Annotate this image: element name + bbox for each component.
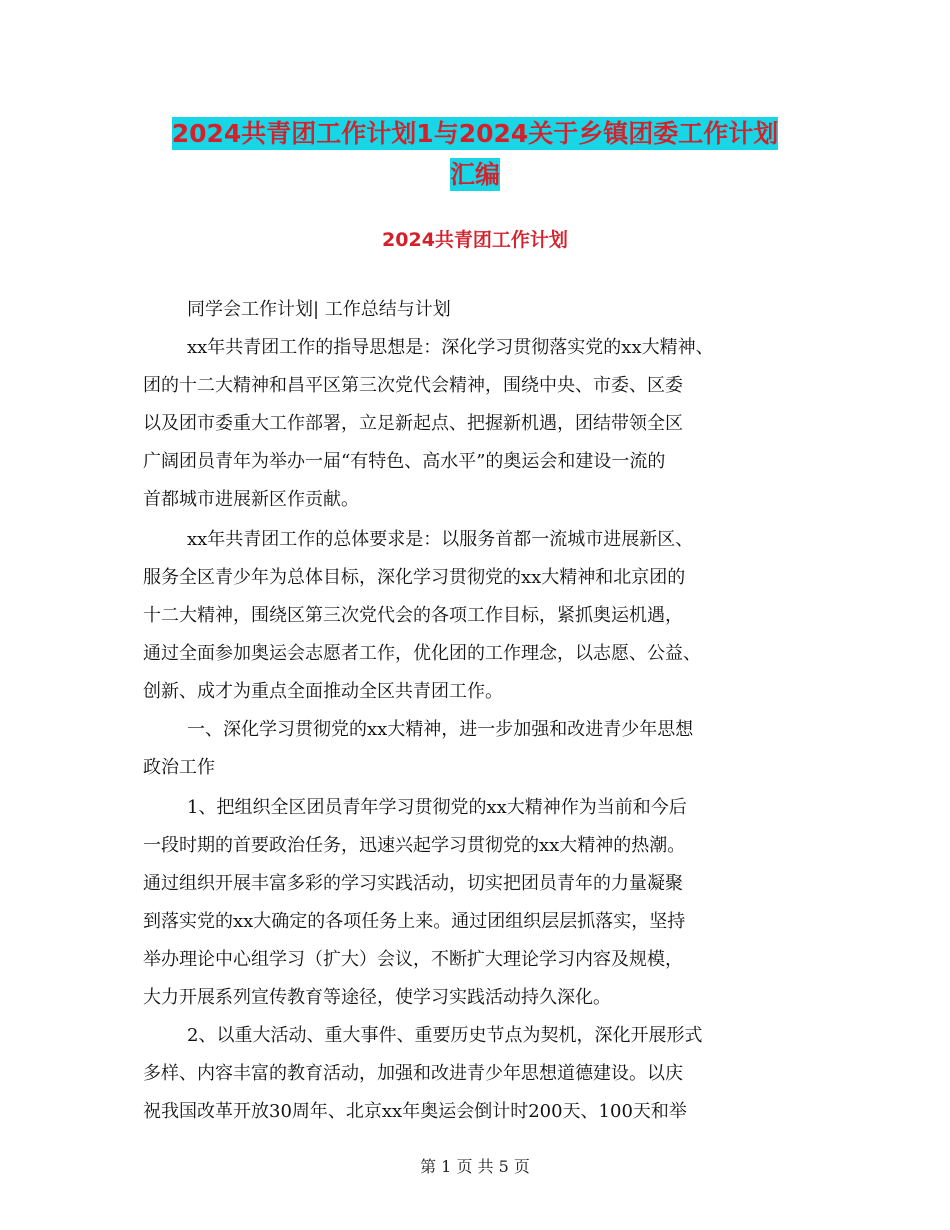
- document-title-line-1: [0, 114, 950, 150]
- body-line: 以及团市委重大工作部署，立足新起点、把握新机遇，团结带领全区: [143, 413, 683, 434]
- body-line: 服务全区青少年为总体目标，深化学习贯彻党的xx大精神和北京团的: [143, 567, 686, 588]
- body-line: 首都城市进展新区作贡献。: [143, 489, 359, 510]
- body-line: 通过全面参加奥运会志愿者工作，优化团的工作理念，以志愿、公益、: [143, 643, 701, 664]
- body-line: 政治工作: [143, 757, 215, 778]
- body-line: xx年共青团工作的指导思想是：深化学习贯彻落实党的xx大精神、: [187, 337, 714, 358]
- body-line: 一、深化学习贯彻党的xx大精神，进一步加强和改进青少年思想: [187, 719, 694, 740]
- body-line: 祝我国改革开放30周年、北京xx年奥运会倒计时200天、100天和举: [143, 1101, 687, 1122]
- body-line: 一段时期的首要政治任务，迅速兴起学习贯彻党的xx大精神的热潮。: [143, 835, 686, 856]
- body-line: 创新、成才为重点全面推动全区共青团工作。: [143, 681, 503, 702]
- body-line: 2、以重大活动、重大事件、重要历史节点为契机，深化开展形式: [187, 1025, 703, 1046]
- body-line: 大力开展系列宣传教育等途径，使学习实践活动持久深化。: [143, 987, 611, 1008]
- body-line: 通过组织开展丰富多彩的学习实践活动，切实把团员青年的力量凝聚: [143, 873, 683, 894]
- body-line: 同学会工作计划| 工作总结与计划: [187, 299, 451, 320]
- body-line: 广阔团员青年为举办一届“有特色、高水平”的奥运会和建设一流的: [143, 451, 666, 472]
- page-footer: 第 1 页 共 5 页: [420, 1157, 530, 1176]
- section-title: 2024共青团工作计划: [382, 229, 568, 251]
- body-line: 到落实党的xx大确定的各项任务上来。通过团组织层层抓落实，坚持: [143, 911, 686, 932]
- body-line: 团的十二大精神和昌平区第三次党代会精神，围绕中央、市委、区委: [143, 375, 683, 396]
- body-line: 多样、内容丰富的教育活动，加强和改进青少年思想道德建设。以庆: [143, 1063, 683, 1084]
- highlighted-title-text: 汇编: [449, 160, 500, 189]
- body-line: xx年共青团工作的总体要求是：以服务首都一流城市进展新区、: [187, 529, 694, 550]
- highlighted-title-text: 2024共青团工作计划1与2024关于乡镇团委工作计划: [171, 119, 779, 148]
- body-line: 举办理论中心组学习（扩大）会议，不断扩大理论学习内容及规模，: [143, 949, 683, 970]
- body-line: 1、把组织全区团员青年学习贯彻党的xx大精神作为当前和今后: [187, 797, 687, 818]
- document-title-line-2: [0, 155, 950, 191]
- body-line: 十二大精神，围绕区第三次党代会的各项工作目标，紧抓奥运机遇，: [143, 605, 683, 626]
